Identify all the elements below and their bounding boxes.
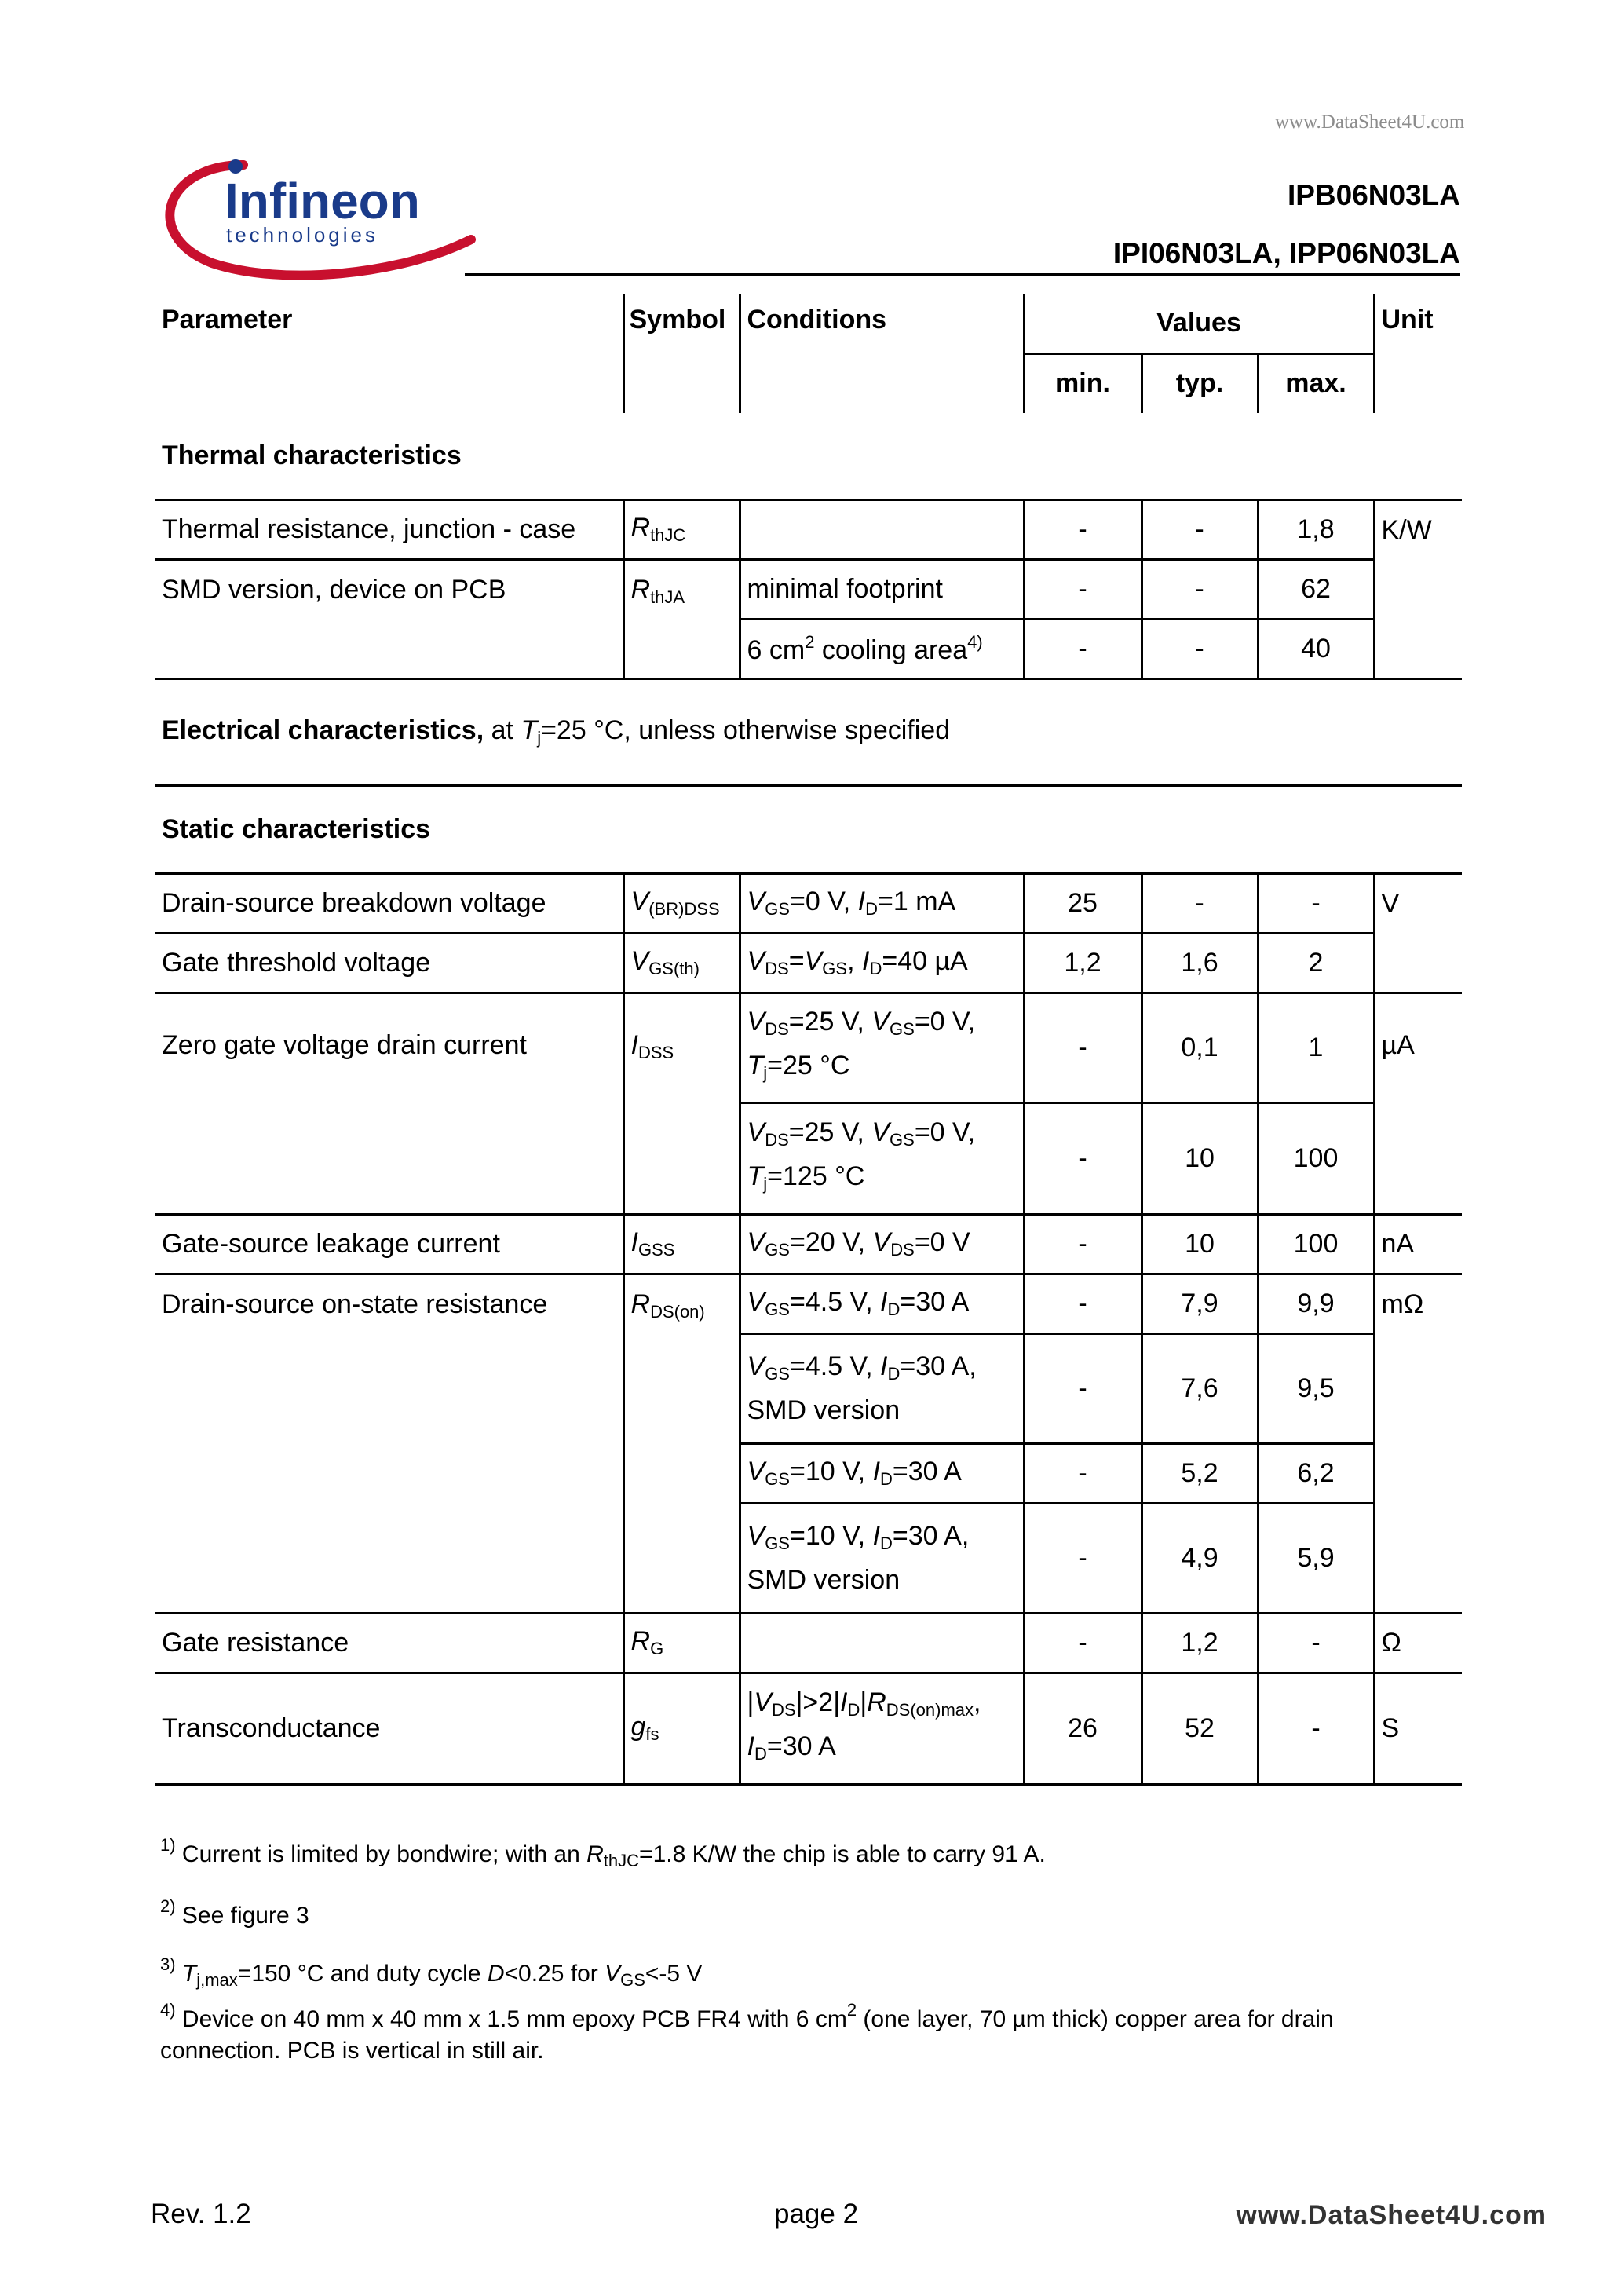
value-typ: 52 — [1142, 1673, 1258, 1784]
param-smd-version: SMD version, device on PCB — [155, 559, 623, 678]
param-breakdown-voltage: Drain-source breakdown voltage — [162, 887, 546, 918]
footnote-1: $^{1)}$ Current is limited by bondwire; with an $R_{thJC}=1.8$ K/W the chip is able to carry 91 A. — [160, 1835, 1046, 1870]
part-number-primary: IPB06N03LA — [1287, 179, 1460, 211]
characteristics-table — [155, 294, 1462, 1786]
table-row — [155, 1274, 1462, 1333]
value-typ: - — [1142, 619, 1258, 678]
value-typ: - — [1142, 559, 1258, 619]
header-values: Values — [1024, 294, 1374, 353]
param-transconductance: Transconductance — [155, 1673, 623, 1784]
value-min: - — [1024, 619, 1142, 678]
value-min: - — [1024, 499, 1142, 559]
value-max: - — [1258, 1613, 1374, 1673]
symbol-igss: $I_{GSS}$ — [623, 1214, 740, 1274]
footnote-4: $^{4)}$ Device on 40 mm x 40 mm x 1.5 mm epoxy PCB FR4 with 6 $cm^2$ (one layer, 70 µm thick) copper area for drain connection. PCB is vertical in still air. — [160, 2000, 1334, 2064]
symbol-vbrdss: $V_{(BR)DSS}$ — [623, 873, 740, 933]
cond-threshold: $V_{DS}=V_{GS}$, $I_D=40$ µA — [740, 933, 1024, 993]
table-row — [155, 499, 1462, 559]
symbol-rthjc: $R_{thJC}$ — [623, 499, 740, 559]
cond-cooling-area: 6 $cm^2$ cooling area$^{4)}$ — [740, 619, 1024, 678]
unit-ua: µA — [1374, 993, 1462, 1214]
header-max: max. — [1258, 353, 1374, 413]
table-row — [155, 873, 1462, 933]
cond-empty — [740, 1613, 1024, 1673]
param-gate-leakage: Gate-source leakage current — [155, 1214, 623, 1274]
value-min: - — [1024, 993, 1142, 1102]
table-row — [155, 1673, 1462, 1784]
param-gate-resistance: Gate resistance — [155, 1613, 623, 1673]
symbol-rthja: $R_{thJA}$ — [623, 559, 740, 678]
param-on-state-resistance: Drain-source on-state resistance — [162, 1289, 548, 1319]
cond-gfs: $|V_{DS}|>2|I_D|R_{DS(on)max}$, $I_D=30$ A — [740, 1673, 1024, 1784]
infineon-logo — [149, 149, 479, 283]
value-min: - — [1024, 1102, 1142, 1214]
cond-idss-125: $V_{DS}=25$ V, $V_{GS}=0$ V, $T_j=125$ °C — [740, 1102, 1024, 1214]
cond-idss-25: $V_{DS}=25$ V, $V_{GS}=0$ V, $T_j=25$ °C — [740, 993, 1024, 1102]
electrical-section-title: Electrical characteristics, at $T_j=25$ °C, unless otherwise specified — [155, 678, 1462, 785]
footnote-3: $^{3)}$ $T_{j,max}=150$ °C and duty cycle D<0.25 for $V_{GS}<-5$ V — [160, 1954, 703, 1990]
value-min: - — [1024, 1274, 1142, 1333]
cond-breakdown: $V_{GS}=0$ V, $I_D=1$ mA — [740, 873, 1024, 933]
value-typ: 1,6 — [1142, 933, 1258, 993]
value-min: - — [1024, 1503, 1142, 1613]
symbol-rg: $R_G$ — [623, 1613, 740, 1673]
header-parameter: Parameter — [162, 305, 293, 335]
footer-page-number: page 2 — [774, 2199, 859, 2229]
value-min: 25 — [1024, 873, 1142, 933]
value-max: 5,9 — [1258, 1503, 1374, 1613]
value-max: 9,5 — [1258, 1333, 1374, 1443]
value-min: 1,2 — [1024, 933, 1142, 993]
table-row — [155, 933, 1462, 993]
value-max: - — [1258, 1673, 1374, 1784]
value-max: 6,2 — [1258, 1443, 1374, 1503]
value-max: 1 — [1258, 993, 1374, 1102]
cond-rdson-4: $V_{GS}=10$ V, $I_D=30$ A, SMD version — [740, 1503, 1024, 1613]
value-typ: 7,6 — [1142, 1333, 1258, 1443]
value-typ: 4,9 — [1142, 1503, 1258, 1613]
header-conditions: Conditions — [740, 294, 1024, 413]
cond-rdson-2: $V_{GS}=4.5$ V, $I_D=30$ A, SMD version — [740, 1333, 1024, 1443]
unit-s: S — [1374, 1673, 1462, 1784]
value-min: - — [1024, 1443, 1142, 1503]
param-zero-gate-current: Zero gate voltage drain current — [155, 993, 623, 1214]
cond-igss: $V_{GS}=20$ V, $V_{DS}=0$ V — [740, 1214, 1024, 1274]
unit-kw: K/W — [1374, 499, 1462, 678]
header-symbol: Symbol — [623, 294, 740, 413]
logo-brand-text: Infineon — [225, 173, 420, 229]
param-threshold-voltage: Gate threshold voltage — [155, 933, 623, 993]
cond-minimal-footprint: minimal footprint — [740, 559, 1024, 619]
symbol-idss: $I_{DSS}$ — [623, 993, 740, 1214]
value-min: - — [1024, 1333, 1142, 1443]
value-min: - — [1024, 1214, 1142, 1274]
thermal-section-title: Thermal characteristics — [155, 413, 1462, 499]
header-rule — [465, 273, 1460, 276]
value-max: 100 — [1258, 1214, 1374, 1274]
value-max: - — [1258, 873, 1374, 933]
value-typ: 1,2 — [1142, 1613, 1258, 1673]
unit-na: nA — [1374, 1214, 1462, 1274]
value-typ: 10 — [1142, 1214, 1258, 1274]
cond-empty — [740, 499, 1024, 559]
value-typ: - — [1142, 873, 1258, 933]
value-typ: - — [1142, 499, 1258, 559]
footnote-2: $^{2)}$ See figure 3 — [160, 1896, 309, 1929]
value-max: 100 — [1258, 1102, 1374, 1214]
value-typ: 0,1 — [1142, 993, 1258, 1102]
table-row — [155, 559, 1462, 619]
value-max: 40 — [1258, 619, 1374, 678]
value-min: - — [1024, 1613, 1142, 1673]
symbol-rdson: $R_{DS(on)}$ — [623, 1274, 740, 1613]
footer-revision: Rev. 1.2 — [151, 2199, 251, 2229]
footer-url: www.DataSheet4U.com — [1236, 2200, 1547, 2230]
value-max: 62 — [1258, 559, 1374, 619]
unit-v: V — [1374, 873, 1462, 993]
param-thermal-resistance: Thermal resistance, junction - case — [162, 514, 576, 544]
unit-ohm: Ω — [1374, 1613, 1462, 1673]
value-typ: 5,2 — [1142, 1443, 1258, 1503]
logo-tagline-text: technologies — [226, 223, 378, 247]
watermark-top: www.DataSheet4U.com — [1275, 112, 1465, 133]
table-row — [155, 993, 1462, 1102]
value-max: 9,9 — [1258, 1274, 1374, 1333]
symbol-vgsth: $V_{GS(th)}$ — [623, 933, 740, 993]
header-min: min. — [1024, 353, 1142, 413]
value-typ: 7,9 — [1142, 1274, 1258, 1333]
part-number-secondary: IPI06N03LA, IPP06N03LA — [1112, 237, 1460, 269]
table-row — [155, 1214, 1462, 1274]
value-max: 2 — [1258, 933, 1374, 993]
value-typ: 10 — [1142, 1102, 1258, 1214]
value-min: - — [1024, 559, 1142, 619]
header-unit: Unit — [1374, 294, 1462, 413]
cond-rdson-1: $V_{GS}=4.5$ V, $I_D=30$ A — [740, 1274, 1024, 1333]
header-typ: typ. — [1142, 353, 1258, 413]
unit-mohm: mΩ — [1374, 1274, 1462, 1613]
table-row — [155, 1613, 1462, 1673]
cond-rdson-3: $V_{GS}=10$ V, $I_D=30$ A — [740, 1443, 1024, 1503]
value-min: 26 — [1024, 1673, 1142, 1784]
value-max: 1,8 — [1258, 499, 1374, 559]
symbol-gfs: $g_{fs}$ — [623, 1673, 740, 1784]
static-section-title: Static characteristics — [155, 785, 1462, 873]
